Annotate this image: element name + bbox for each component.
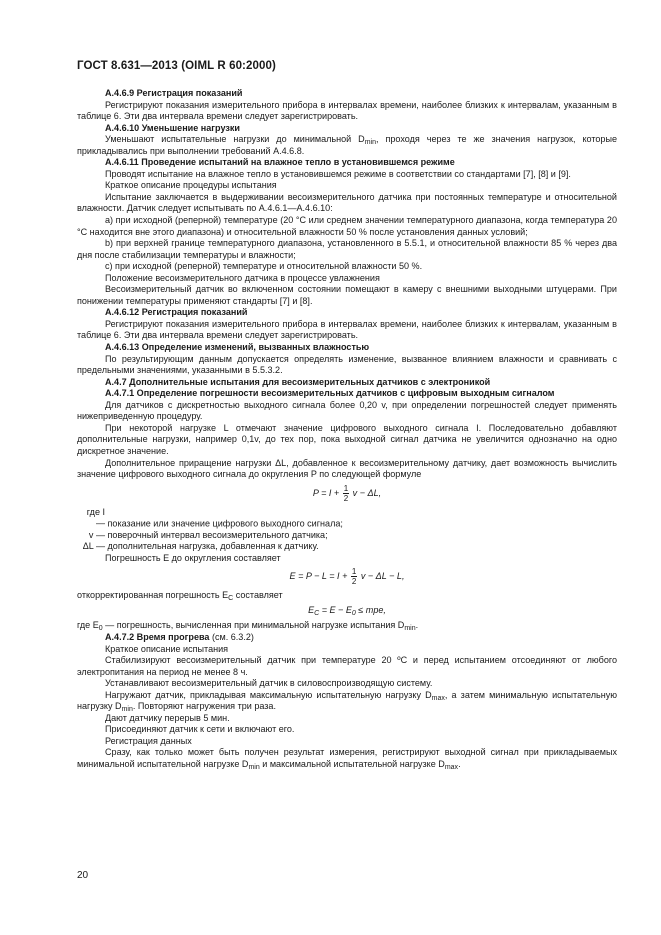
paragraph: Для датчиков с дискретностью выходного сигнала более 0,20 v, при определении погрешностей следует применять нижеприведенную процедуру. bbox=[77, 399, 617, 422]
section-heading: А.4.6.12 Регистрация показаний bbox=[105, 307, 248, 318]
paragraph: откорректированная погрешность $E_C$ составляет bbox=[77, 590, 283, 603]
paragraph: По результирующим данным допускается определять изменение, вызванное влиянием влажности и сравнивать с предельными значениями, указанными в 5.5.3.2. bbox=[77, 353, 617, 376]
paragraph: Устанавливают весоизмерительный датчик в силовоспроизводящую систему. bbox=[105, 678, 433, 689]
paragraph: Регистрируют показания измерительного прибора в интервалах времени, наиболее близких к интервалам, указанным в таблице 6. Эти два интервала времени следует зарегистрировать. bbox=[77, 318, 617, 341]
paragraph: Краткое описание испытания bbox=[105, 643, 229, 654]
section-heading: А.4.6.9 Регистрация показаний bbox=[105, 88, 243, 98]
paragraph: Проводят испытание на влажное тепло в установившемся режиме в соответствии со стандартами [7], [8] и [9]. bbox=[105, 168, 571, 179]
paragraph: Погрешность E до округления составляет bbox=[105, 552, 281, 563]
section-heading: А.4.6.13 Определение изменений, вызванных влажностью bbox=[105, 342, 370, 353]
paragraph: где $E_0$ — погрешность, вычисленная при минимальной нагрузке испытания $D_{min}$. bbox=[77, 620, 419, 633]
document-body bbox=[77, 88, 617, 771]
formula: P = I + $\frac{1}{2}$ v − ΔL, bbox=[312, 483, 382, 503]
paragraph: Положение весоизмерительного датчика в процессе увлажнения bbox=[105, 272, 380, 283]
paragraph: Регистрация данных bbox=[105, 735, 192, 746]
section-heading: А.4.7 Дополнительные испытания для весоизмерительных датчиков с электроникой bbox=[105, 376, 491, 387]
fraction: $\frac{1}{2}$ bbox=[351, 567, 357, 587]
list-item: а) при исходной (реперной) температуре (20 °С или среднем значении температурного диапазона, когда температура 20 °С находится вне этого диапазона) и относительной влажности 50 % после установления данных условий; bbox=[77, 215, 617, 237]
paragraph: Весоизмерительный датчик во включенном состоянии помещают в камеру с внешними выходными штуцерами. При понижении температуры применяют стандарты [7] и [8]. bbox=[77, 284, 617, 306]
paragraph: Краткое описание процедуры испытания bbox=[105, 180, 277, 191]
paragraph: Стабилизируют весоизмерительный датчик при температуре 20 ºС и перед испытанием отсоединяют от любого электропитания на период не менее 8 ч. bbox=[77, 655, 617, 677]
section-heading: А.4.7.2 Время прогрева (см. 6.3.2) bbox=[105, 631, 254, 642]
paragraph: Присоединяют датчик к сети и включают его. bbox=[105, 724, 295, 735]
paragraph: Испытание заключается в выдерживании весоизмерительного датчика при постоянных температуре и относительной влажности. Датчик следует испытывать по А.4.6.1—А.4.6.10: bbox=[77, 191, 617, 214]
paragraph: Нагружают датчик, прикладывая максимальную испытательную нагрузку $D_{max}$, а затем минимальную испытательную нагрузку $D_{min}$. Повторяют нагружения три раза. bbox=[77, 689, 618, 714]
paragraph: При некоторой нагрузке L отмечают значение цифрового выходного сигнала I. Последовательно добавляют дополнительные нагрузки, например 0,1v, до тех пор, пока выходной сигнал датчика не увеличится однозначно на одно дискретное значение. bbox=[77, 422, 617, 456]
legend-item: v — поверочный интервал весоизмерительного датчика; bbox=[88, 529, 328, 540]
formula: E = P − L = I + $\frac{1}{2}$ v − ΔL − L, bbox=[289, 567, 405, 587]
paragraph: Дают датчику перерыв 5 мин. bbox=[105, 712, 230, 723]
paragraph: Уменьшают испытательные нагрузки до минимальной $D_{min}$, проходя через те же значения нагрузок, которые прикладывались при выполнении требований А.4.6.8. bbox=[77, 134, 617, 156]
list-item: с) при исходной (реперной) температуре и относительной влажности 50 %. bbox=[105, 261, 423, 272]
list-item: b) при верхней границе температурного диапазона, установленного в 5.5.1, и относительной влажности 85 % через два дня после стабилизации температуры и влажности; bbox=[77, 238, 617, 260]
document-header: ГОСТ 8.631—2013 (OIML R 60:2000) bbox=[77, 60, 276, 72]
paragraph: Дополнительное приращение нагрузки ΔL, добавленное к весоизмерительному датчику, дает возможность вычислить значение цифрового выходного сигнала до округления P по следующей формуле bbox=[77, 457, 617, 480]
paragraph: Сразу, как только может быть получен результат измерения, регистрируют выходной сигнал при прикладываемых минимальной испытательной нагрузке $D_{min}$ и максимальной испытательной нагрузке $D_{max}$. bbox=[77, 747, 617, 771]
paragraph: Регистрируют показания измерительного прибора в интервалах времени, наиболее близких к интервалам, указанным в таблице 6. Эти два интервала времени следует зарегистрировать. bbox=[77, 99, 617, 122]
legend-item: ΔL — дополнительная нагрузка, добавленная к датчику. bbox=[82, 541, 319, 552]
section-heading: А.4.6.10 Уменьшение нагрузки bbox=[105, 122, 240, 133]
section-heading: А.4.6.11 Проведение испытаний на влажное тепло в установившемся режиме bbox=[105, 157, 455, 168]
section-heading: А.4.7.1 Определение погрешности весоизмерительных датчиков с цифровым выходным сигналом bbox=[105, 388, 555, 399]
formula: $E_C = E - E_0$ ≤ mpe, bbox=[308, 604, 386, 617]
fraction: $\frac{1}{2}$ bbox=[343, 483, 349, 503]
page-number: 20 bbox=[77, 870, 89, 881]
legend-item: где I — показание или значение цифрового выходного сигнала; bbox=[86, 506, 343, 529]
